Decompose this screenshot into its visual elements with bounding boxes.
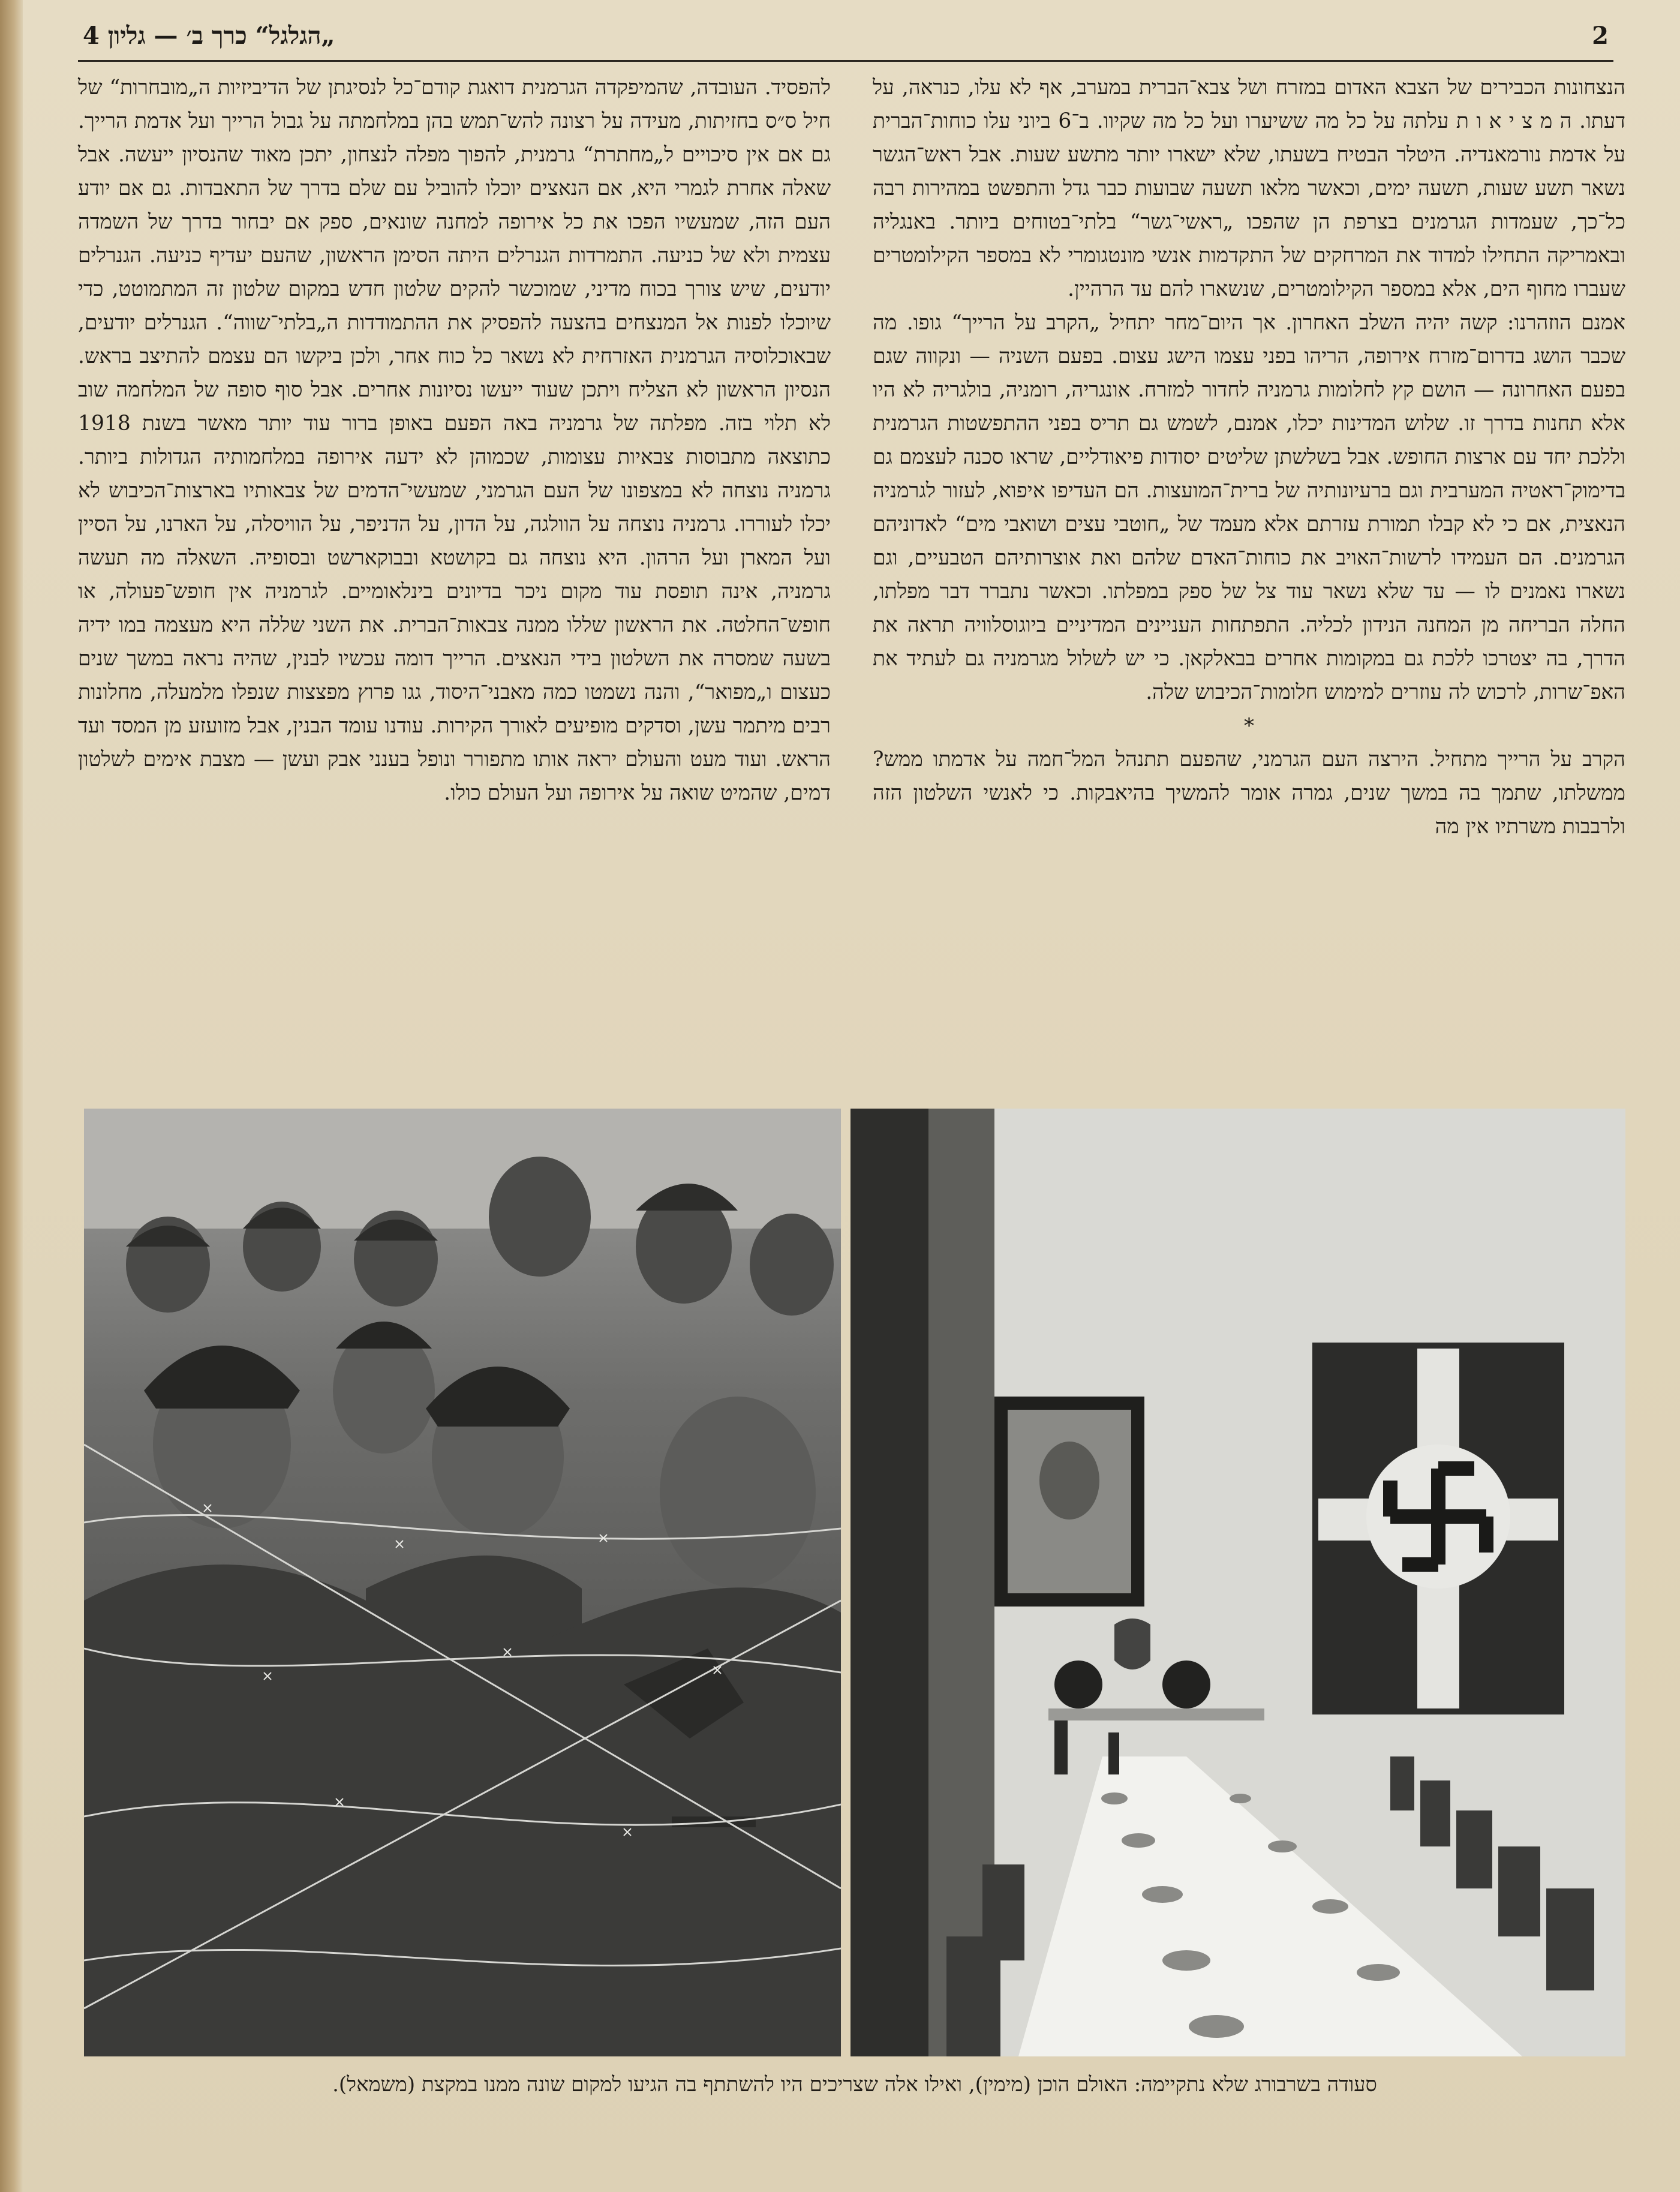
- photo-caption: סעודה בשרבורג שלא נתקיימה: האולם הוכן (מימין), ואילו אלה שצריכים היו להשתתף בה הגיעו למקום שונה ממנו במקצת (משמאל).: [332, 2073, 1377, 2097]
- binding-spine: [0, 0, 23, 2192]
- section-separator: *: [1244, 714, 1254, 738]
- photo-pair: [84, 1109, 1625, 2056]
- article-column-right: [873, 71, 1625, 1073]
- paragraph: הקרב על הרייך מתחיל. הירצה העם הגרמני, שהפעם תתנהל המל־חמה על אדמתו ממש? ממשלתו, שתמך בה במשך שנים, גמרה אומר להמשיך בהיאבקות. כי לאנשי השלטון הזה ולרבבות משרתיו אין מה: [873, 747, 1625, 839]
- article-column-left: [78, 71, 831, 1073]
- paragraph: להפסיד. העובדה, שהמיפקדה הגרמנית דואגת קודם־כל לנסיגתן של הדיביזיות ה„מובחרות“ של חיל ס״ס בחזיתות, מעידה על רצונה להש־תמש בהן במלחמתה על גבול הרייך ועל אדמת הרייך. גם אם אין סיכויים ל„מחתרת“ גרמנית, להפוך מפלה לנצחון, יתכן מאוד שהנסיון ייעשה. אבל שאלה אחרת לגמרי היא, אם הנאצים יוכלו להוביל עם שלם בדרך של התאבדות. גם אם יודע העם הזה, שמעשיו הפכו את כל אירופה למחנה שונאים, ספק אם יבחור בדרך של השמדה עצמית ולא של כניעה. התמרדות הגנרלים היתה הסימן הראשון, שהעם יעדיף כניעה. הגנרלים יודעים, שיש צורך בכוח מדיני, שמוכשר להקים שלטון חדש במקום שלטון זה המתמוטט, כדי שיוכלו לפנות אל המנצחים בהצעה להפסיק את ההתמודדות ה„בלתי־שווה“. הגנרלים יודעים, שבאוכלוסיה הגרמנית האזרחית לא נשאר כל כוח אחר, ולכן ביקשו הם עצמם להתיצב בראש. הנסיון הראשון לא הצליח ויתכן שעוד ייעשו נסיונות אחרים. אבל סוף סופה של המלחמה שוב לא תלוי בזה. מפלתה של גרמניה באה הפעם באופן ברור עוד יותר מאשר בשנת 1918 כתוצאה מתבוסות צבאיות עצומות, שכמוהן לא ידעה אירופה במלחמותיה הגדולות ביותר. גרמניה נוצחה לא במצפונו של העם הגרמני, שמעשי־הדמים של צבאותיו בארצות־הכיבוש לא יכלו לעוררו. גרמניה נוצחה על הוולגה, על הדון, על הדניפר, על הוויסלה, על הארנו, על הסיין ועל המארן ועל הרהון. היא נוצחה גם בקושטא ובבוקארשט ובסופיה. השאלה מה תעשה גרמניה, אינה תופסת עוד מקום ניכר בדיונים בינלאומיים. לגרמניה אין חופש־פעולה, או חופש־החלטה. את הראשון שללו ממנה צבאות־הברית. את השני שללה היא מעצמה במו ידיה בשעה שמסרה את השלטון בידי הנאצים. הרייך דומה עכשיו לבנין, שהיה נראה במשך שנים כעצום ו„מפואר“, והנה נשמטו כמה מאבני־היסוד, גגו פרוץ מפצצות שנפלו מלמעלה, מחלונות רבים מיתמר עשן, וסדקים מופיעים לאורך הקירות. עודנו עומד הבנין, אבל מזועזע מן המסד ועד הראש. ועוד מעט והעולם יראה אותו מתפורר ונופל בענני אבק ועשן — מצבת אימים לשלטון דמים, שהמיט שואה על אירופה ועל העולם כולו.: [78, 76, 831, 805]
- page-number: 2: [1592, 22, 1609, 50]
- running-header: [78, 18, 1613, 62]
- article-columns: [78, 71, 1625, 1073]
- prisoners-photo: [84, 1109, 841, 2056]
- running-head: „הגלגל“ כרך ב׳ — גליון 4: [83, 22, 335, 50]
- paragraph: אמנם הוזהרנו: קשה יהיה השלב האחרון. אך היום־מחר יתחיל „הקרב על הרייך“ גופו. מה שכבר הושג בדרום־מזרח אירופה, הריהו בפני עצמו הישג עצום. בפעם השניה — ונקווה שגם בפעם האחרונה — הושם קץ לחלומות גרמניה לחדור למזרח. אונגריה, רומניה, בולגריה לא היו אלא תחנות בדרך זו. שלוש המדינות יכלו, אמנם, לשמש גם תריס בפני ההתפשטות הגרמנית וללכת יחד עם ארצות החופש. אבל בשלשתן שליטים יסודות פיאודליים, שראו סכנה לעצמם גם בדימוק־ראטיה המערבית וגם ברעיונותיה של ברית־המועצות. הם העדיפו איפוא, לעזור לגרמניה הנאצית, אם כי לא קבלו תמורת עזרתם אלא מעמד של „חוטבי עצים ושואבי מים“ לאדוניהם הגרמנים. הם העמידו לרשות־האויב את כוחות־האדם שלהם ואת אוצרותיהם הטבעיים, וגם נשארו נאמנים לו — עד שלא נשאר עוד צל של ספק במפלתו. וכאשר נתברר דבר מפלתו, החלה הבריחה מן המחנה הנידון לכליה. התפתחות העניינים המדיניים ביוגוסלוויה תראה את הדרך, בה יצטרכו ללכת גם במקומות אחרים בבאלקאן. כי יש לשלול מגרמניה גם לעתיד את האפ־שרות, לרכוש לה עוזרים למימוש חלומות־הכיבוש שלה.: [873, 311, 1625, 704]
- banquet-hall-photo: [850, 1109, 1625, 2056]
- paragraph: הנצחונות הכבירים של הצבא האדום במזרח ושל צבא־הברית במערב, אף לא עלו, כנראה, על דעתו. ה מ צ י א ו ת עלתה על כל מה ששיערו ועל כל מה שקיוו. ב־6 ביוני עלו כוחות־הברית על אדמת נורמאנדיה. היטלר הבטיח בשעתו, שלא ישארו יותר מתשע שעות. אבל ראש־הגשר נשאר תשע שעות, תשעה ימים, וכאשר מלאו תשעה שבועות כבר גדל והתפשט במהירות רבה כל־כך, שעמדות הגרמנים בצרפת הן שהפכו „ראשי־גשר“ בלתי־בטוחים ביותר. באנגליה ובאמריקה התחילו למדוד את המרחקים של התקדמות אנשי מונטגומרי לא במספר הקילומטרים שעברו מחוף הים, אלא במספר הקילומטרים, שנשארו להם עד הרהיין.: [873, 76, 1626, 301]
